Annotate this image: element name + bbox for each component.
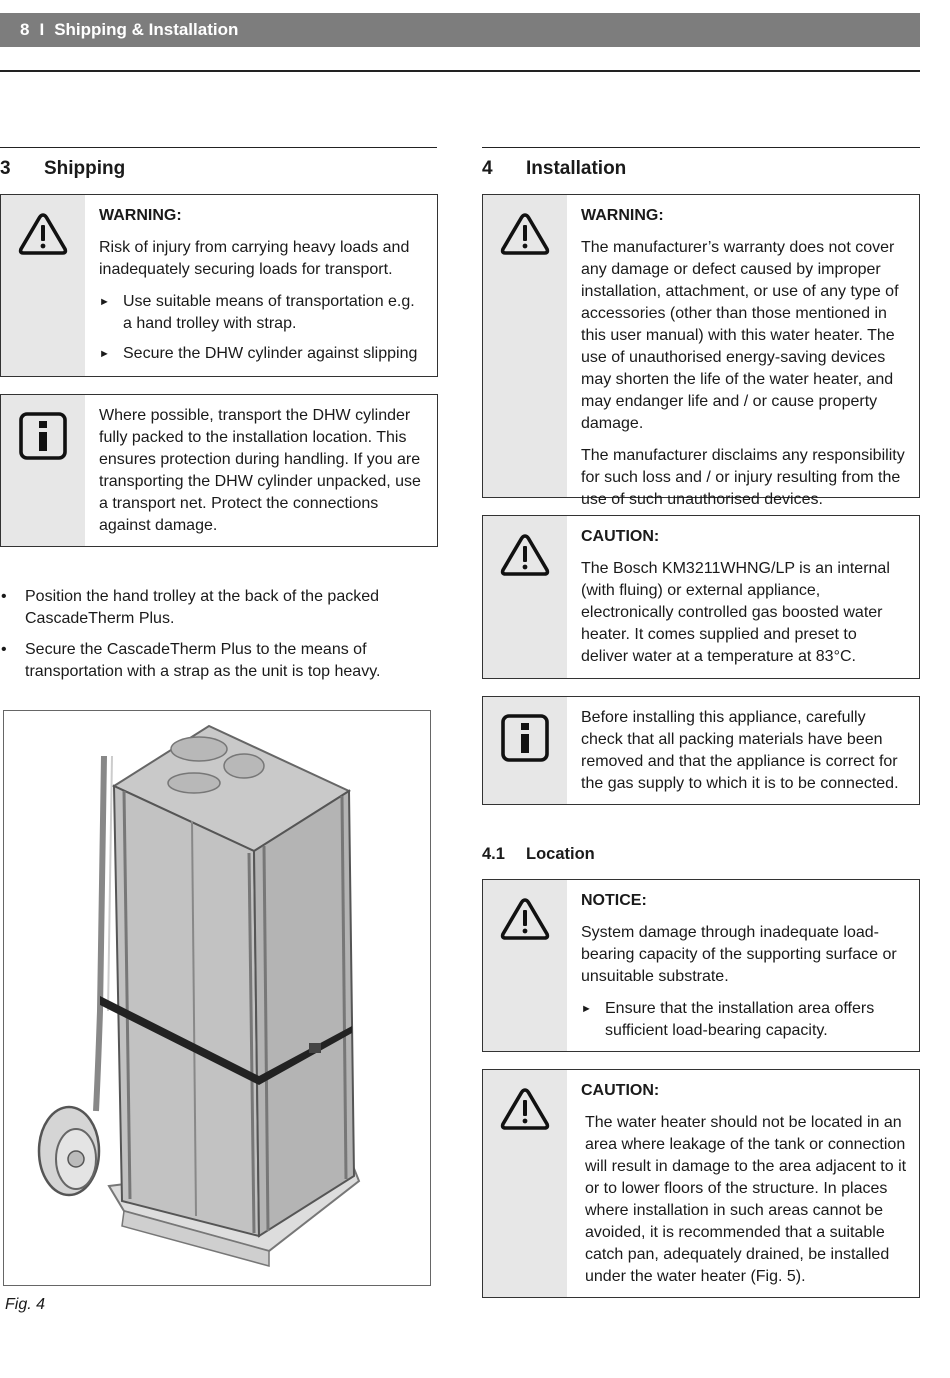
warning-label: WARNING: [581,207,664,224]
arrow-bullet-icon: ► [99,296,110,308]
caution-text-column [567,1070,919,1297]
warning-triangle-icon [17,211,69,257]
info-text-column [567,697,919,804]
list-item [0,586,430,630]
shipping-info-box [0,394,438,547]
arrow-bullet-icon: ► [581,1003,592,1015]
right-column-rule [482,147,920,148]
subsection-heading-location [482,845,595,864]
section-heading-shipping [0,158,125,180]
section-number: 4 [482,158,493,179]
installation-warning-box [482,194,920,508]
subsection-title: Location [526,845,595,863]
shipping-steps-list [0,586,430,692]
header-title: Shipping & Installation [54,20,239,39]
bullet-dot: • [1,641,7,658]
caution-text-column [567,516,919,678]
notice-icon-column [483,880,567,1051]
warning-label: WARNING: [99,207,182,224]
instruction-text: Secure the DHW cylinder against slipping [123,345,418,362]
shipping-warning-box [0,194,438,377]
caution-label: CAUTION: [581,528,660,545]
instruction-text: Ensure that the installation area offers sufficient load-bearing capacity. [605,1000,875,1039]
location-caution-box [482,1069,920,1298]
warning-triangle-icon [499,1086,551,1132]
bullet-dot: • [1,588,7,605]
section-heading-installation [482,158,626,180]
installation-caution-box [482,515,920,679]
info-text-column [85,395,437,546]
warning-paragraph: The manufacturer’s warranty does not cover any damage or defect caused by improper installation, attachment, or use of any type of accessories (other than those mentioned in this user manual) with this water heater. The use of unauthorised energy-saving devices may shorten the life of the water heater, and may endanger life and / or cause property damage. [581,239,899,432]
caution-text: The Bosch KM3211WHNG/LP is an internal (with fluing) or external appliance, electronically controlled gas boosted water heater. It comes supplied and preset to deliver water at a temperature at 83°C. [581,560,890,665]
caution-icon-column [483,1070,567,1297]
figure-hand-trolley [3,710,431,1286]
info-icon [18,411,68,461]
list-item-text: Secure the CascadeTherm Plus to the means of transportation with a strap as the unit is top heavy. [25,641,381,680]
warning-text-column [567,195,919,508]
info-text: Before installing this appliance, carefully check that all packing materials have been removed and that the appliance is correct for the gas supply to which it is to be connected. [581,709,899,792]
section-number: 3 [0,158,11,179]
instruction-item [99,291,425,335]
notice-text: System damage through inadequate load-bearing capacity of the supporting surface or unsuitable substrate. [581,924,897,985]
caution-icon-column [483,516,567,678]
warning-triangle-icon [499,896,551,942]
page-number: 8 [20,20,30,39]
list-item [0,639,430,683]
warning-triangle-icon [499,211,551,257]
notice-text-column [567,880,919,1051]
warning-paragraph: The manufacturer disclaims any responsibility for such loss and / or injury resulting from the use of such unauthorised devices. [581,447,905,508]
notice-label: NOTICE: [581,892,647,909]
warning-text-column [85,195,437,376]
warning-text: Risk of injury from carrying heavy loads and inadequately securing loads for transport. [99,239,410,278]
info-icon-column [483,697,567,804]
location-notice-box [482,879,920,1052]
caution-text: The water heater should not be located in an area where leakage of the tank or connection will result in damage to the area adjacent to it or to lower floors of the structure. In places where installation in such areas cannot be avoided, it is recommended that a suitable catch pan, adequately drained, be installed under the water heater (Fig. 5). [585,1114,907,1285]
warning-triangle-icon [499,532,551,578]
installation-info-box [482,696,920,805]
left-column-rule [0,147,437,148]
section-title: Shipping [44,158,126,179]
header-separator: I [39,20,45,39]
info-icon-column [1,395,85,546]
info-icon [500,713,550,763]
info-text: Where possible, transport the DHW cylinder fully packed to the installation location. This ensures protection during handling. If you are transporting the DHW cylinder unpacked, use a transport net. Protect the connections against damage. [99,407,421,534]
hand-trolley-illustration [4,711,430,1285]
section-title: Installation [526,158,627,179]
warning-icon-column [1,195,85,376]
caution-label: CAUTION: [581,1082,660,1099]
header-rule [0,70,920,72]
page-header-bar [0,13,920,47]
subsection-number: 4.1 [482,845,505,863]
list-item-text: Position the hand trolley at the back of the packed CascadeTherm Plus. [25,588,380,627]
instruction-text: Use suitable means of transportation e.g. a hand trolley with strap. [123,293,415,332]
figure-caption: Fig. 4 [5,1296,46,1313]
arrow-bullet-icon: ► [99,348,110,360]
warning-icon-column [483,195,567,497]
instruction-item [581,998,907,1042]
instruction-item [99,343,425,365]
